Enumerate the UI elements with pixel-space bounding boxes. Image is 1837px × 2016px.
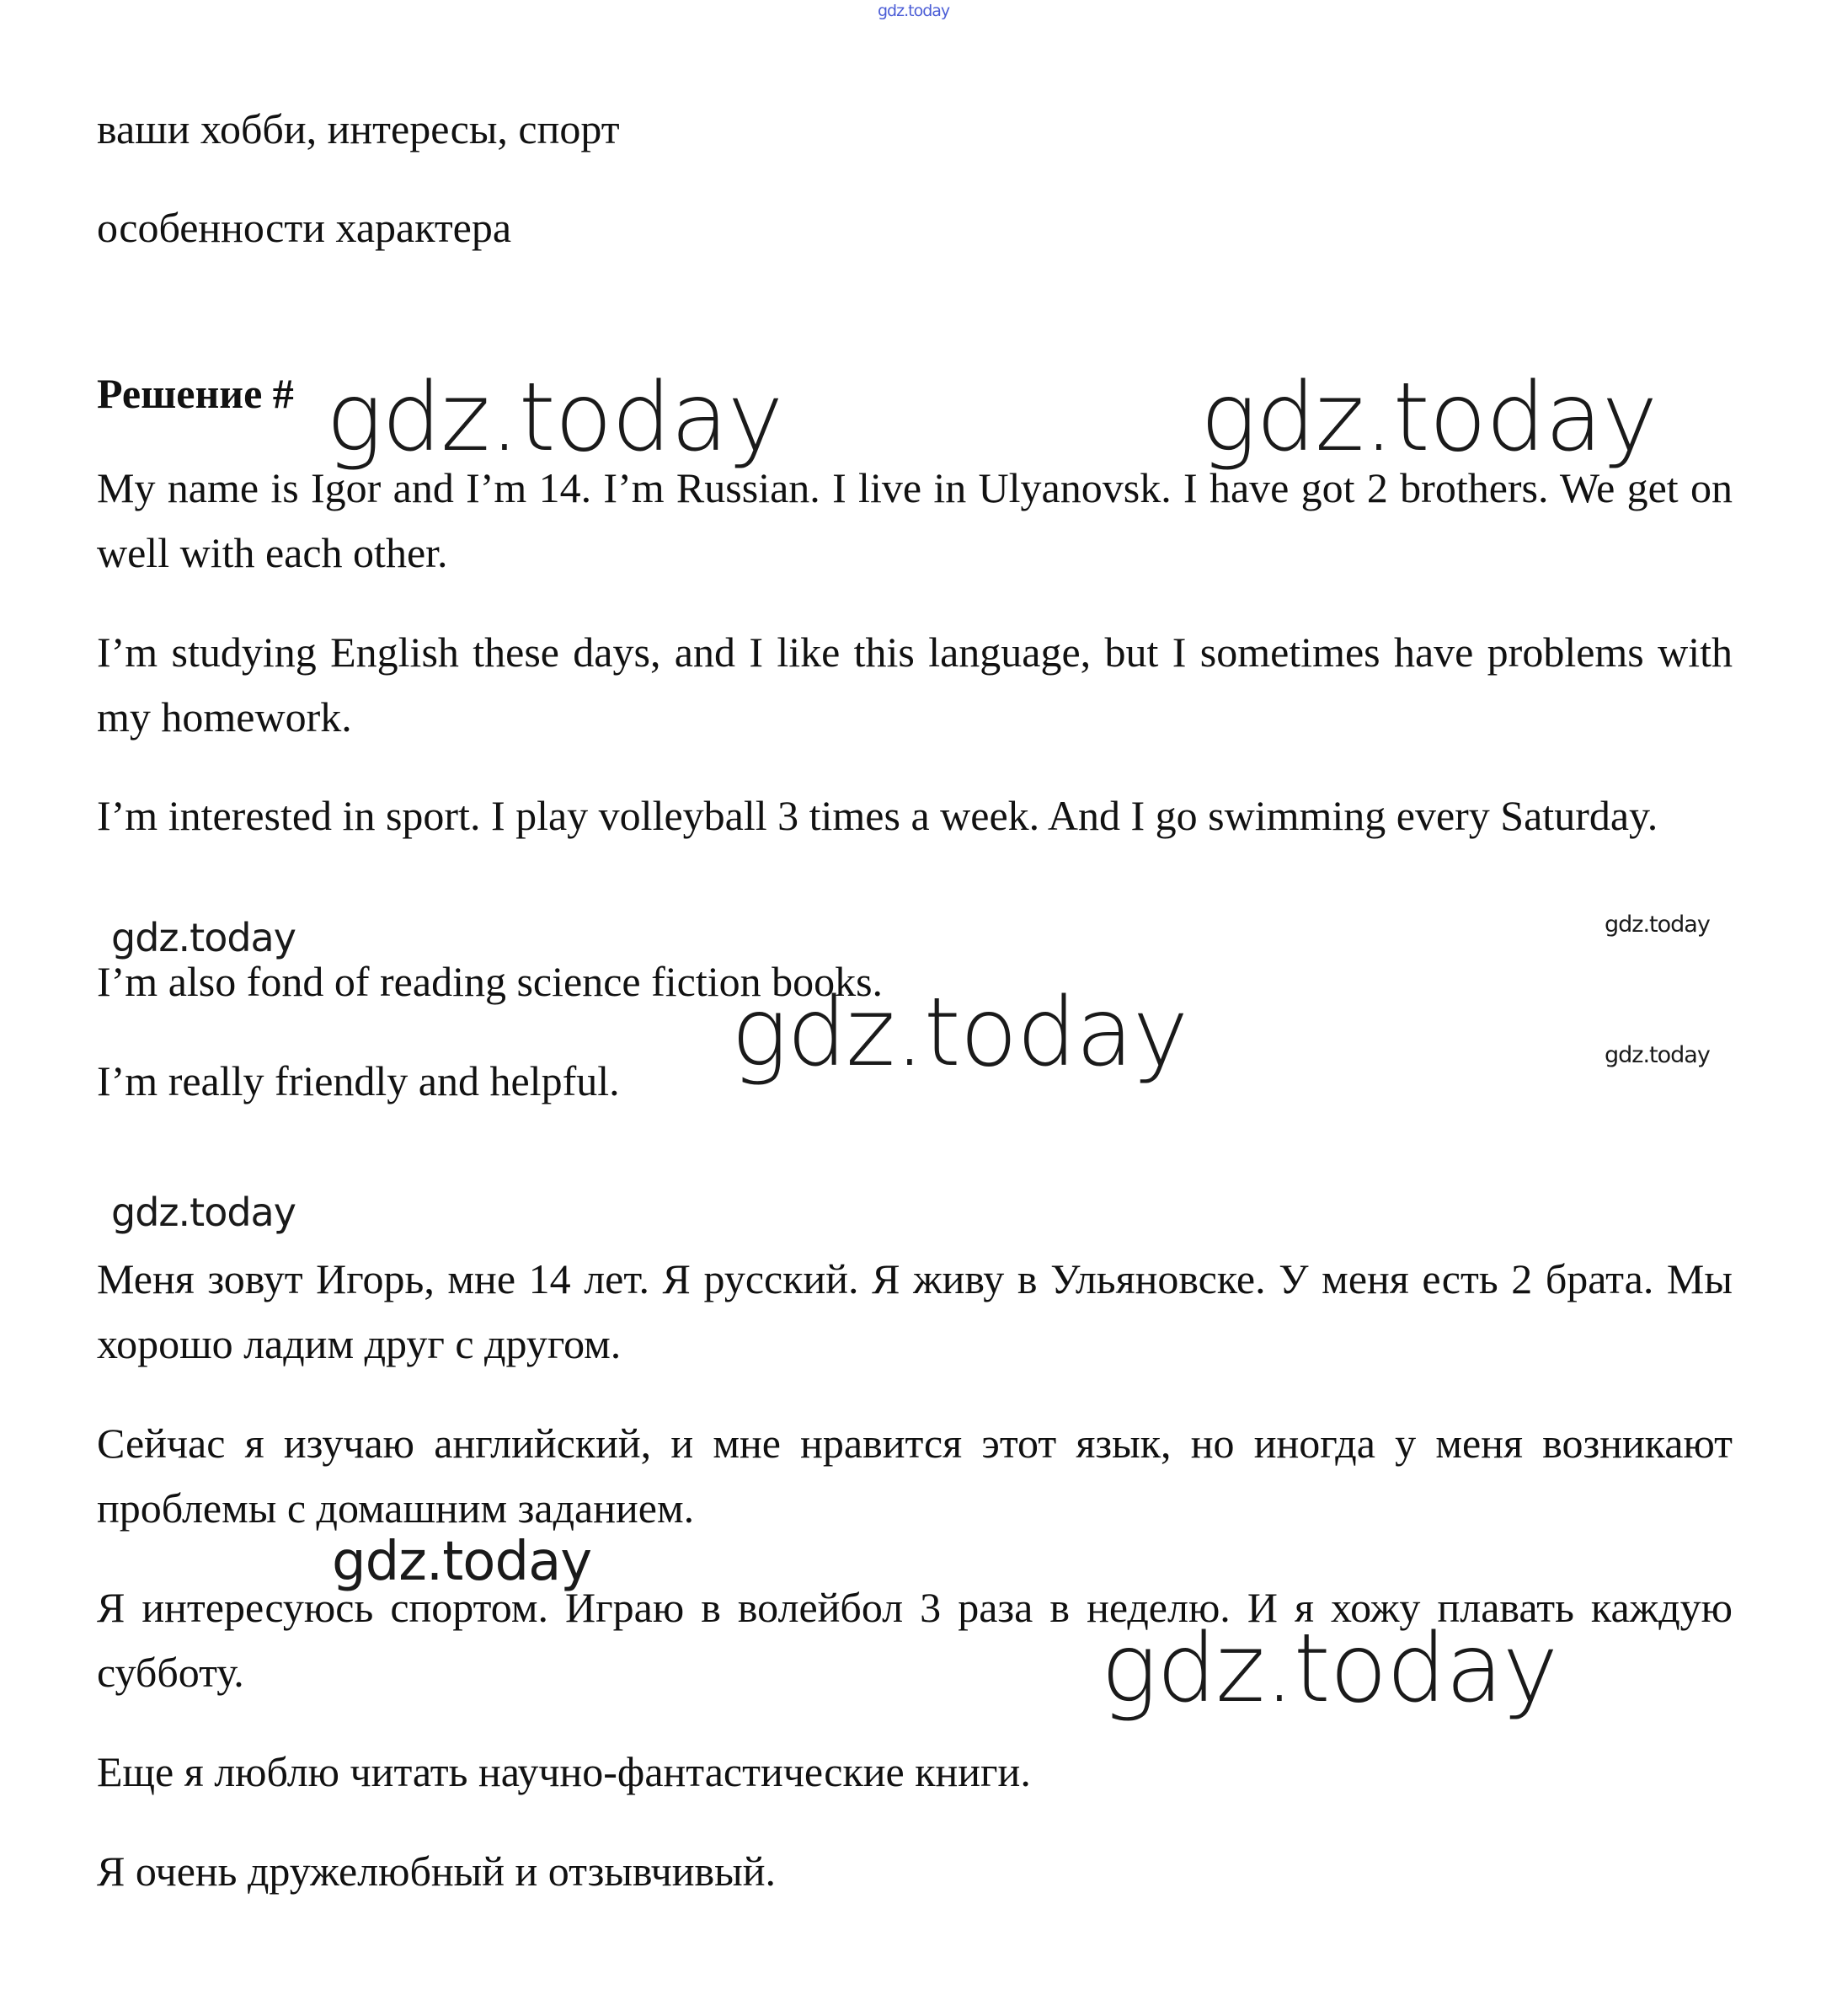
english-paragraph-intro: My name is Igor and I’m 14. I’m Russian. I live in Ulyanovsk. I have got 2 brothers. We get on well with each other.	[97, 464, 1733, 576]
russian-paragraph-character: Я очень дружелюбный и отзывчивый.	[97, 1848, 776, 1895]
watermark: gdz.today	[1200, 363, 1658, 473]
english-paragraph-sport: I’m interested in sport. I play volleyball 3 times a week. And I go swimming every Saturday.	[97, 792, 1658, 839]
english-paragraph-character: I’m really friendly and helpful.	[97, 1057, 620, 1104]
watermark: gdz.today	[1101, 1614, 1558, 1724]
watermark: gdz.today	[111, 915, 296, 960]
prompt-character: особенности характера	[97, 204, 512, 251]
watermark: gdz.today	[731, 978, 1188, 1088]
prompt-hobbies: ваши хобби, интересы, спорт	[97, 105, 620, 152]
watermark: gdz.today	[111, 1190, 296, 1235]
russian-paragraph-reading: Еще я люблю читать научно-фантастические книги.	[97, 1748, 1031, 1795]
watermark: gdz.today	[1605, 912, 1710, 938]
watermark: gdz.today	[1605, 1042, 1710, 1068]
english-paragraph-studies: I’m studying English these days, and I like this language, but I sometimes have problems with my homework.	[97, 628, 1733, 741]
header-watermark: gdz.today	[878, 2, 950, 20]
russian-paragraph-sport: Я интересуюсь спортом. Играю в волейбол 3 раза в неделю. И я хожу плавать каждую субботу.	[97, 1584, 1733, 1696]
solution-heading: Решение #	[97, 370, 294, 417]
russian-paragraph-intro: Меня зовут Игорь, мне 14 лет. Я русский. Я живу в Ульяновске. У меня есть 2 брата. Мы хорошо ладим друг с другом.	[97, 1255, 1733, 1367]
watermark: gdz.today	[326, 363, 783, 473]
watermark: gdz.today	[332, 1531, 592, 1593]
english-paragraph-reading: I’m also fond of reading science fiction books.	[97, 958, 884, 1005]
russian-paragraph-studies: Сейчас я изучаю английский, и мне нравится этот язык, но иногда у меня возникают проблемы с домашним заданием.	[97, 1420, 1733, 1532]
